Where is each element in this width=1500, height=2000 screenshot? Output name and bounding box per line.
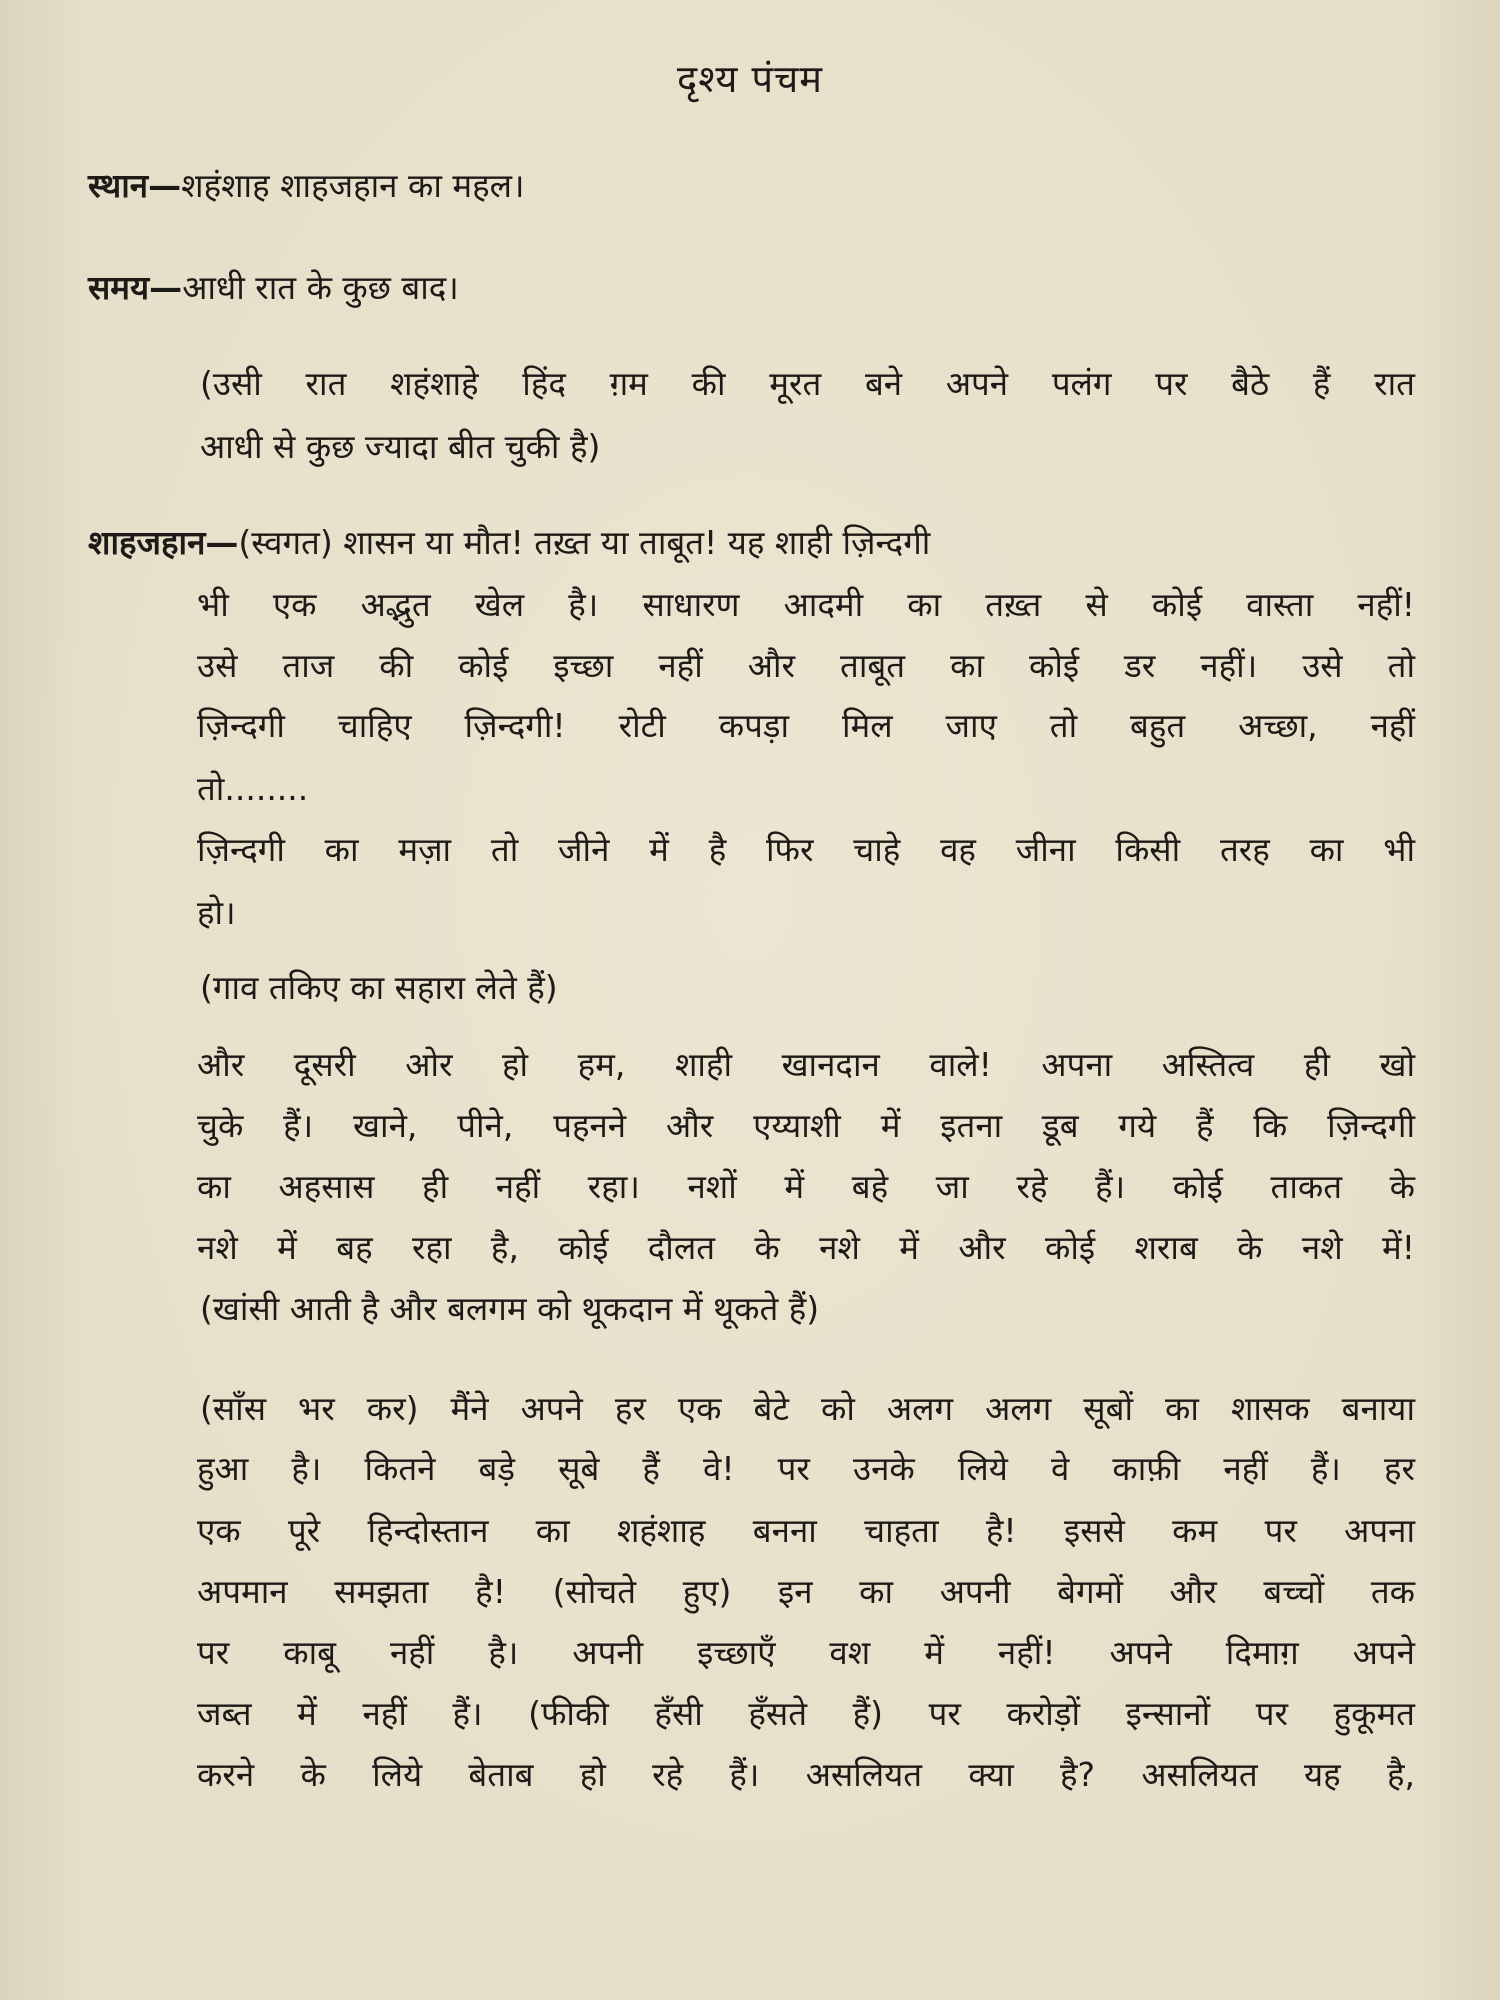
speech-first-line [88,523,1415,563]
paragraph-line: (साँस भर कर) मैंने अपने हर एक बेटे को अलग अलग सूबों का शासक बनाया [200,1389,1415,1428]
speech-text: (स्वगत) शासन या मौत! तख़्त या ताबूत! यह शाही ज़िन्दगी [238,523,931,562]
speech-line: उसे ताज की कोई इच्छा नहीं और ताबूत का कोई डर नहीं। उसे तो [197,646,1415,685]
paragraph-line: ज़िन्दगी का मज़ा तो जीने में है फिर चाहे वह जीना किसी तरह का भी [197,830,1415,869]
paragraph-line: अपमान समझता है! (सोचते हुए) इन का अपनी बेगमों और बच्चों तक [197,1572,1415,1611]
paragraph-line: पर काबू नहीं है। अपनी इच्छाएँ वश में नहीं! अपने दिमाग़ अपने [197,1633,1415,1672]
scene-heading: दृश्य पंचम [677,57,823,101]
place-text: शहंशाह शाहजहान का महल। [181,166,525,205]
paragraph-line: जब्त में नहीं हैं। (फीकी हँसी हँसते हैं) पर करोड़ों इन्सानों पर हुकूमत [197,1694,1415,1733]
stage-direction: (गाव तकिए का सहारा लेते हैं) [200,968,558,1007]
stage-direction-line: (उसी रात शहंशाहे हिंद ग़म की मूरत बने अपने पलंग पर बैठे हैं रात [200,364,1415,403]
speaker-name: शाहजहान— [88,523,239,562]
place-label: स्थान— [88,166,182,205]
paragraph-line: एक पूरे हिन्दोस्तान का शहंशाह बनना चाहता है! इससे कम पर अपना [197,1511,1415,1550]
time-line [88,268,459,308]
paragraph-line: हो। [197,893,236,932]
stage-direction-line: आधी से कुछ ज्यादा बीत चुकी है) [200,427,601,466]
speech-line: भी एक अद्भुत खेल है। साधारण आदमी का तख़्त से कोई वास्ता नहीं! [197,585,1415,624]
place-line [88,166,525,206]
speech-line: तो........ [197,769,309,808]
paragraph-line: नशे में बह रहा है, कोई दौलत के नशे में और कोई शराब के नशे में! [197,1228,1415,1267]
paragraph-line: करने के लिये बेताब हो रहे हैं। असलियत क्या है? असलियत यह है, [197,1755,1415,1794]
time-text: आधी रात के कुछ बाद। [182,268,459,307]
paragraph-line: चुके हैं। खाने, पीने, पहनने और एय्याशी में इतना डूब गये हैं कि ज़िन्दगी [197,1106,1415,1145]
time-label: समय— [88,268,183,307]
paragraph-line: हुआ है। कितने बड़े सूबे हैं वे! पर उनके लिये वे काफ़ी नहीं हैं। हर [197,1449,1415,1488]
paragraph-line: और दूसरी ओर हो हम, शाही खानदान वाले! अपना अस्तित्व ही खो [197,1045,1415,1084]
stage-direction: (खांसी आती है और बलगम को थूकदान में थूकते हैं) [200,1289,820,1328]
paragraph-line: का अहसास ही नहीं रहा। नशों में बहे जा रहे हैं। कोई ताकत के [197,1167,1415,1206]
speech-line: ज़िन्दगी चाहिए ज़िन्दगी! रोटी कपड़ा मिल जाए तो बहुत अच्छा, नहीं [197,706,1415,745]
